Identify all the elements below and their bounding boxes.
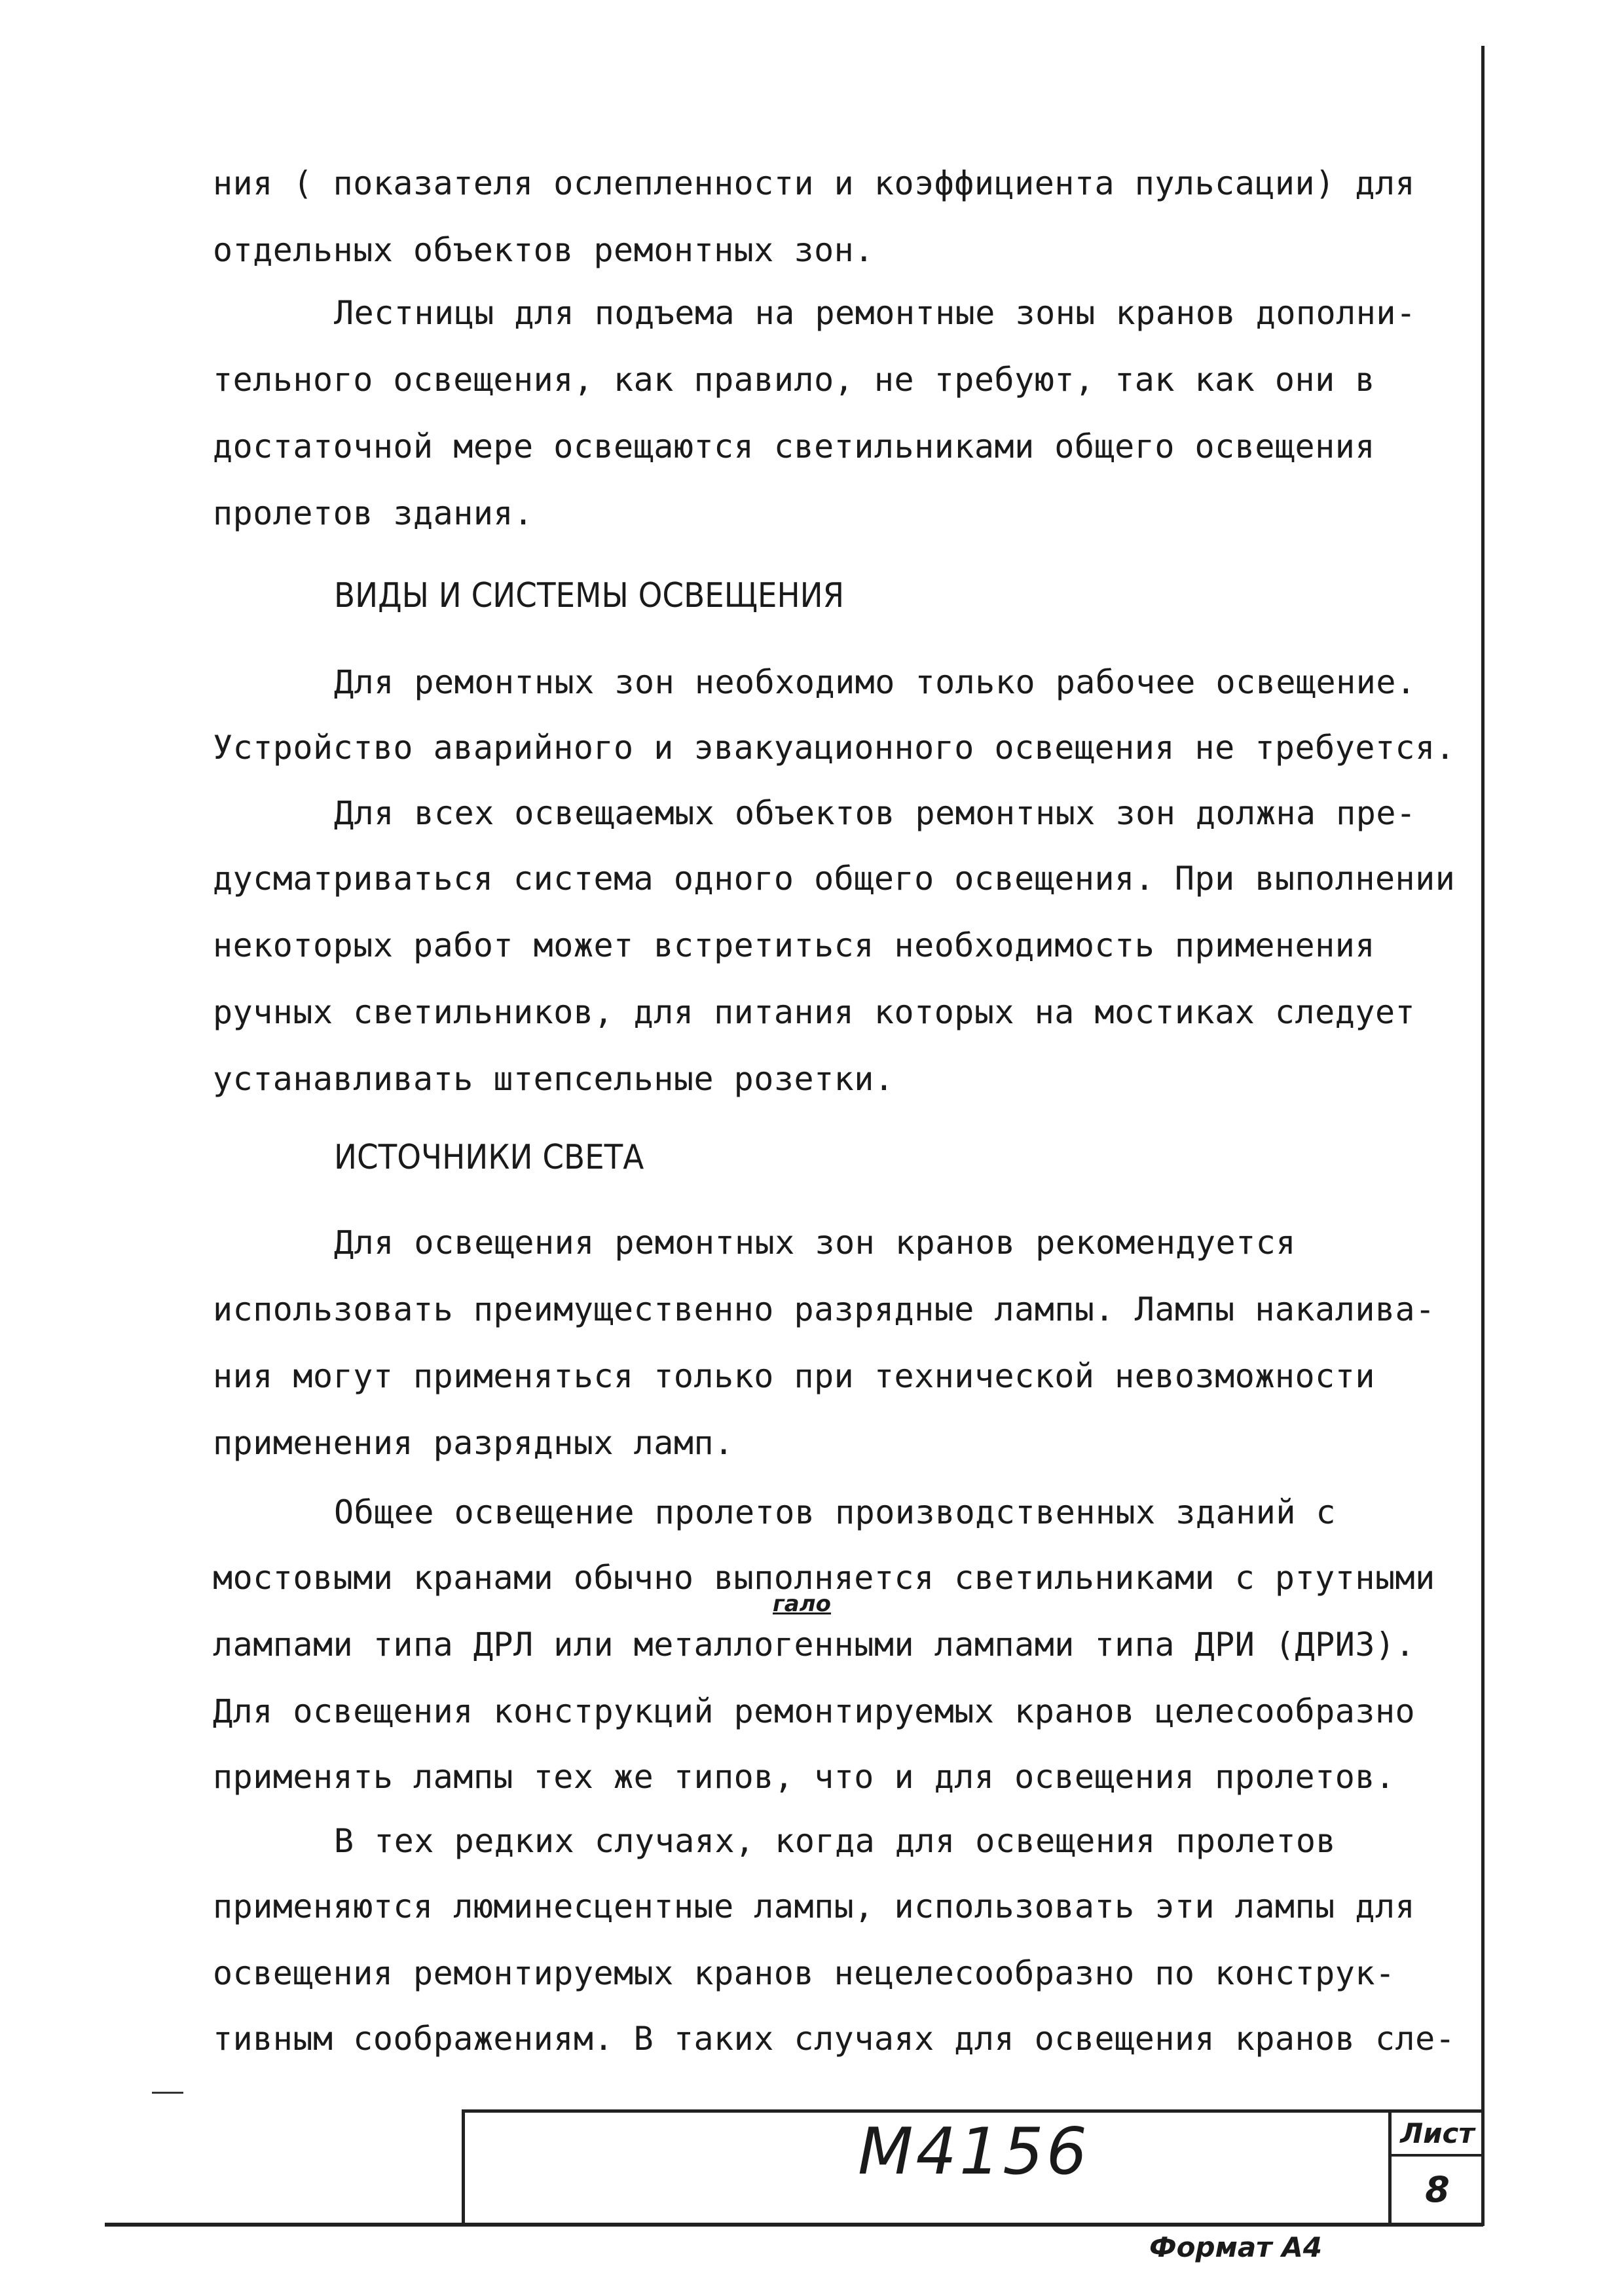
text-line: Общее освещение пролетов производственных зданий с bbox=[334, 1493, 1337, 1531]
text-line: устанавливать штепсельные розетки. bbox=[213, 1060, 895, 1098]
text-line: некоторых работ может встретиться необходимость применения bbox=[213, 926, 1375, 964]
text-line: ния могут применяться только при технической невозможности bbox=[213, 1357, 1375, 1395]
text-line: Для освещения ремонтных зон кранов рекомендуется bbox=[334, 1224, 1296, 1262]
section-heading: ВИДЫ И СИСТЕМЫ ОСВЕЩЕНИЯ bbox=[334, 576, 845, 615]
text-line: использовать преимущественно разрядные лампы. Лампы накалива- bbox=[213, 1290, 1435, 1328]
sheet-cell-divider bbox=[1388, 2154, 1483, 2157]
text-line: ручных светильников, для питания которых на мостиках следует bbox=[213, 993, 1416, 1031]
section-heading: ИСТОЧНИКИ СВЕТА bbox=[334, 1138, 644, 1177]
text-line: применять лампы тех же типов, что и для освещения пролетов. bbox=[213, 1758, 1395, 1796]
frame-right-border bbox=[1481, 46, 1485, 2226]
title-block-left-border bbox=[462, 2109, 465, 2225]
text-line: В тех редких случаях, когда для освещения пролетов bbox=[334, 1822, 1337, 1860]
text-line: Для освещения конструкций ремонтируемых кранов целесообразно bbox=[213, 1692, 1416, 1730]
text-line: Лестницы для подъема на ремонтные зоны кранов дополни- bbox=[334, 294, 1416, 332]
text-line: дусматриваться система одного общего освещения. При выполнении bbox=[213, 860, 1456, 898]
document-code: М4156 bbox=[858, 2115, 1090, 2189]
margin-dash bbox=[152, 2092, 183, 2094]
title-block-bottom-border bbox=[105, 2223, 1483, 2227]
text-line: освещения ремонтируемых кранов нецелесообразно по конструк- bbox=[213, 1954, 1395, 1992]
format-label: Формат А4 bbox=[1149, 2231, 1322, 2263]
sheet-cell-border bbox=[1388, 2109, 1392, 2225]
sheet-label: Лист bbox=[1400, 2117, 1475, 2149]
text-line: отдельных объектов ремонтных зон. bbox=[213, 231, 874, 269]
text-line: лампами типа ДРЛ или металлогенными лампами типа ДРИ (ДРИЗ). bbox=[213, 1626, 1416, 1664]
text-line: Для всех освещаемых объектов ремонтных зон должна пре- bbox=[334, 794, 1416, 832]
text-line: достаточной мере освещаются светильниками общего освещения bbox=[213, 428, 1375, 465]
title-block-top-border bbox=[462, 2109, 1483, 2113]
text-line: мостовыми кранами обычно выполняется светильниками с ртутными bbox=[213, 1559, 1435, 1597]
text-line: Устройство аварийного и эвакуационного освещения не требуется. bbox=[213, 729, 1456, 767]
text-line: Для ремонтных зон необходимо только рабочее освещение. bbox=[334, 663, 1416, 701]
handwritten-annotation: гало bbox=[773, 1591, 831, 1617]
text-line: ния ( показателя ослепленности и коэффициента пульсации) для bbox=[213, 164, 1416, 202]
text-line: применения разрядных ламп. bbox=[213, 1424, 734, 1462]
text-line: тивным соображениям. В таких случаях для освещения кранов сле- bbox=[213, 2020, 1456, 2058]
text-line: тельного освещения, как правило, не требуют, так как они в bbox=[213, 361, 1375, 399]
sheet-number: 8 bbox=[1425, 2169, 1450, 2210]
text-line: применяются люминесцентные лампы, использовать эти лампы для bbox=[213, 1887, 1416, 1925]
text-line: пролетов здания. bbox=[213, 494, 534, 532]
